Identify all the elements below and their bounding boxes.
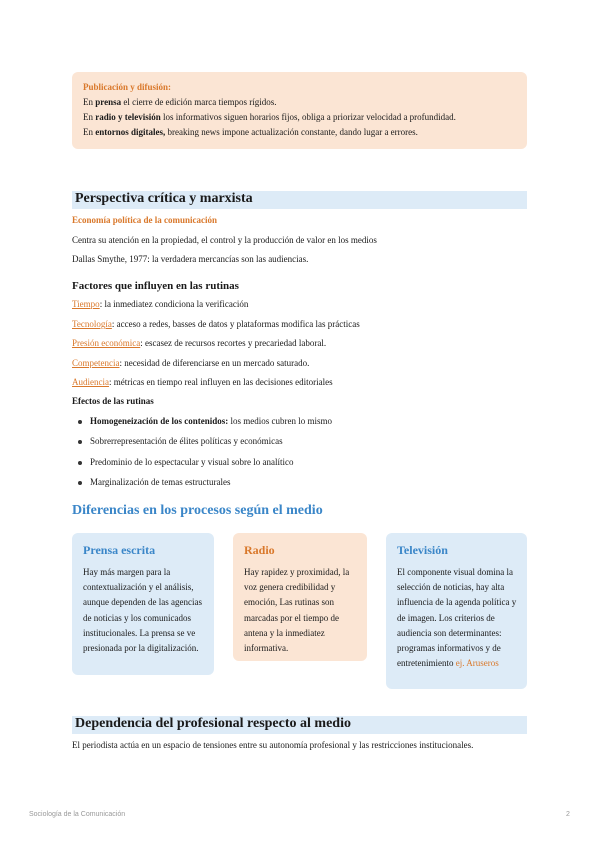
card-radio [233, 533, 367, 661]
effect-item: Sobrerrepresentación de élites políticas y económicas [78, 436, 283, 446]
factor-item-audiencia: Audiencia: métricas en tiempo real influyen en las decisiones editoriales [72, 377, 333, 387]
publication-line-digital: En entornos digitales, breaking news impone actualización constante, dando lugar a errores. [83, 127, 418, 137]
card-title: Radio [244, 543, 275, 557]
card-text: El componente visual domina la selección de noticias, hay alta influencia de la agenda política y de imagen. Los criterios de audiencia son determinantes: programas informativos y de entretenimiento ej. Aruseros [397, 567, 517, 669]
critical-paragraph-1: Centra su atención en la propiedad, el control y la producción de valor en los medios [72, 235, 377, 245]
bullet-icon [78, 461, 82, 465]
critical-heading: Perspectiva crítica y marxista [75, 191, 253, 206]
effect-item: Predominio de lo espectacular y visual sobre lo analítico [78, 457, 293, 467]
publication-box [72, 72, 527, 149]
card-text: Hay rapidez y proximidad, la voz genera credibilidad y emoción, Las rutinas son marcadas por el tiempo de antena y la inmediatez informativa. [244, 567, 350, 654]
differences-heading: Diferencias en los procesos según el medio [72, 503, 323, 518]
card-title: Televisión [397, 543, 448, 557]
card-highlight: ej. Aruseros [455, 658, 499, 669]
card-title: Prensa escrita [83, 543, 156, 557]
effect-item: Homogeneización de los contenidos: los medios cubren lo mismo [78, 416, 332, 426]
card-prensa [72, 533, 214, 675]
factor-item-tecnologia: Tecnología: acceso a redes, basses de datos y plataformas modifica las prácticas [72, 319, 360, 329]
card-television [386, 533, 527, 689]
critical-paragraph-2: Dallas Smythe, 1977: la verdadera mercancías son las audiencias. [72, 254, 309, 264]
factor-item-presion: Presión económica: escasez de recursos recortes y precariedad laboral. [72, 338, 327, 348]
publication-title: Publicación y difusión: [83, 82, 172, 92]
dependence-text: El periodista actúa en un espacio de tensiones entre su autonomía profesional y las restricciones institucionales. [72, 740, 474, 750]
bullet-icon [78, 420, 82, 424]
critical-subheading: Economía política de la comunicación [72, 215, 217, 225]
factor-item-competencia: Competencia: necesidad de diferenciarse en un mercado saturado. [72, 358, 310, 368]
effects-heading: Efectos de las rutinas [72, 396, 154, 406]
effect-item: Marginalización de temas estructurales [78, 477, 231, 487]
publication-line-press: En prensa el cierre de edición marca tiempos rígidos. [83, 97, 277, 107]
factors-heading: Factores que influyen en las rutinas [72, 280, 239, 292]
footer-title: Sociología de la Comunicación [29, 811, 126, 818]
factor-item-tiempo: Tiempo: la inmediatez condiciona la verificación [72, 299, 249, 309]
publication-line-radio-tv: En radio y televisión los informativos siguen horarios fijos, obliga a priorizar velocidad a profundidad. [83, 112, 456, 122]
bullet-icon [78, 440, 82, 444]
card-text: Hay más margen para la contextualización y el análisis, aunque dependen de las agencias de noticias y los comunicados institucionales. La prensa se ve presionada por la digitalización. [83, 567, 202, 654]
page-number: 2 [566, 811, 570, 818]
dependence-heading: Dependencia del profesional respecto al medio [75, 716, 351, 731]
bullet-icon [78, 481, 82, 485]
